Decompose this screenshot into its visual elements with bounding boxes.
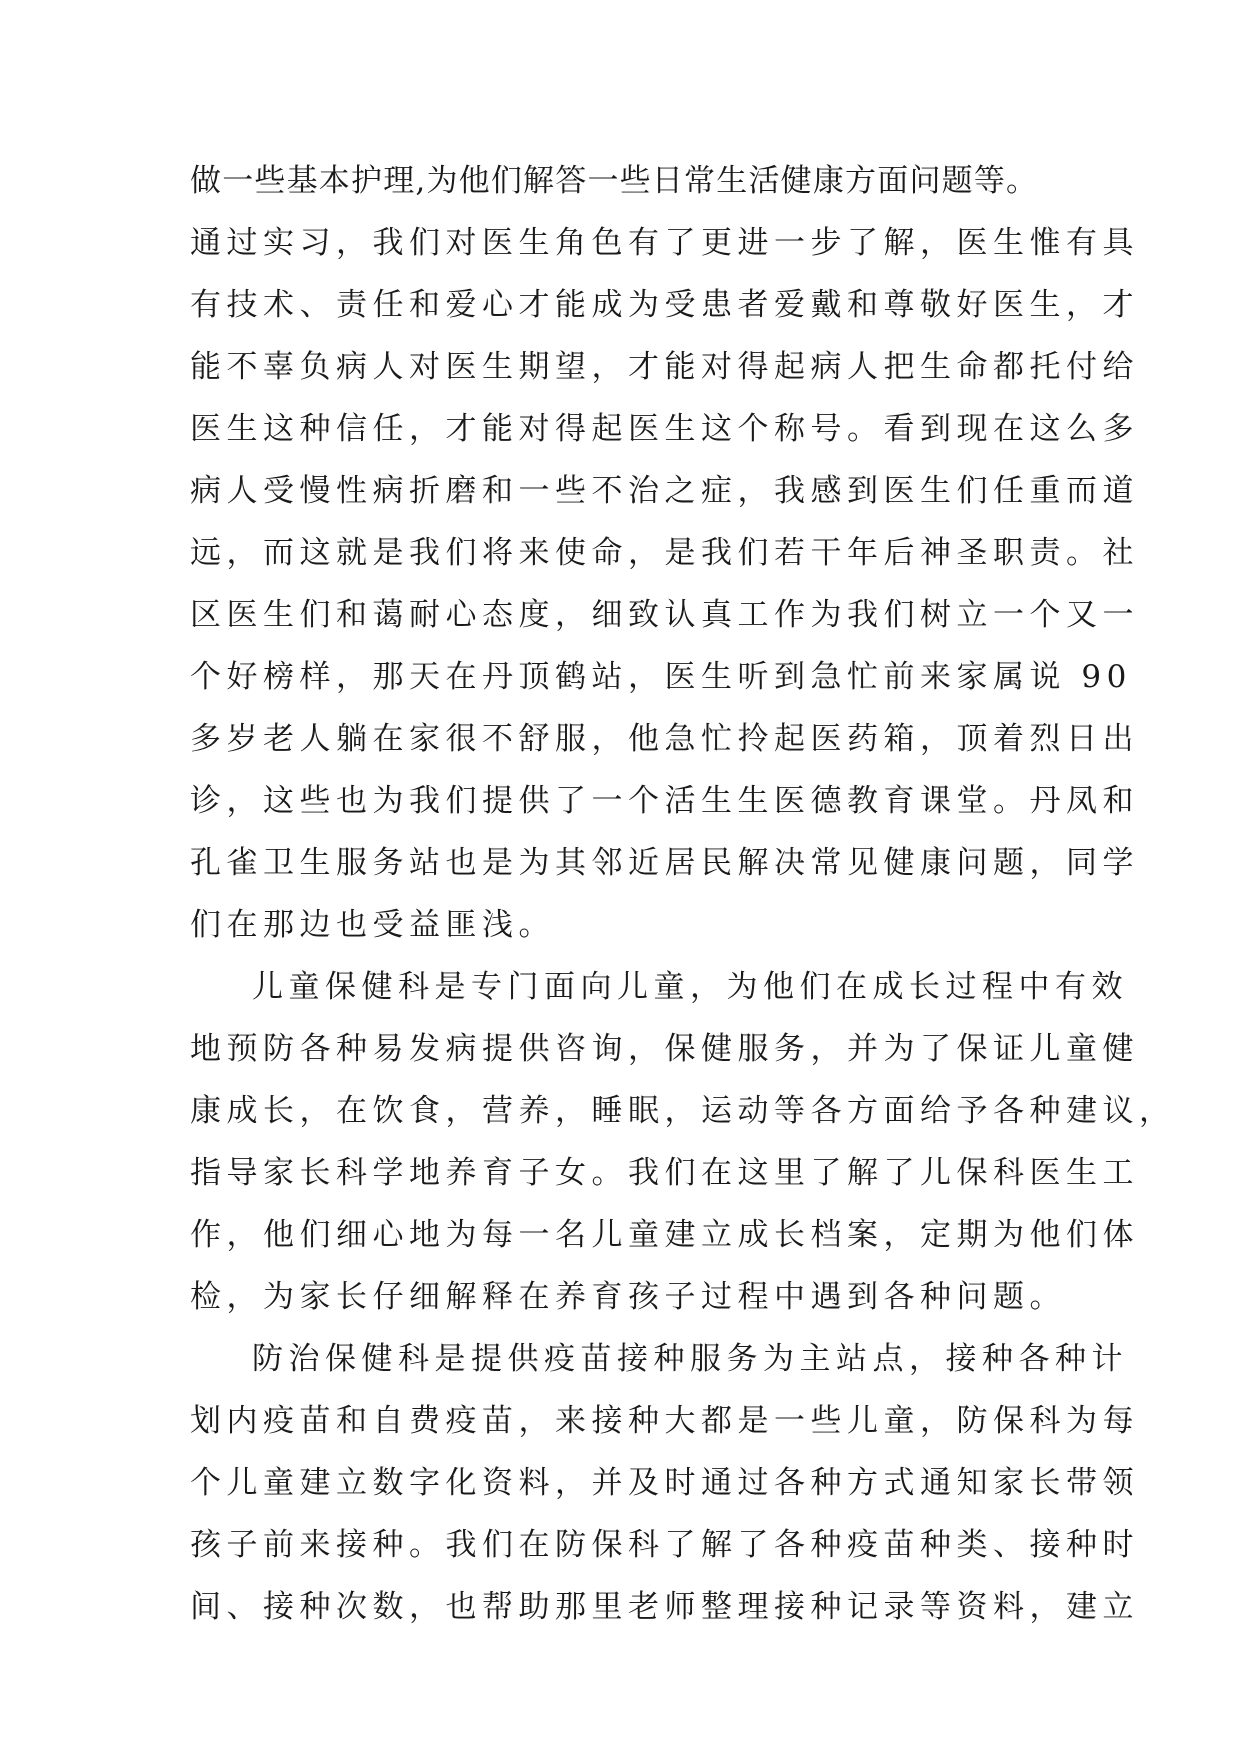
- text-line: 间、接种次数，也帮助那里老师整理接种记录等资料，建立: [190, 1589, 1139, 1625]
- text-line: 能不辜负病人对医生期望，才能对得起病人把生命都托付给: [190, 349, 1139, 385]
- text-line: 做一些基本护理,为他们解答一些日常生活健康方面问题等。: [190, 163, 1039, 199]
- text-line: 孔雀卫生服务站也是为其邻近居民解决常见健康问题，同学: [190, 845, 1139, 881]
- text-line: 多岁老人躺在家很不舒服，他急忙拎起医药箱，顶着烈日出: [190, 721, 1139, 757]
- body-text: [190, 150, 1176, 1638]
- text-line: 地预防各种易发病提供咨询，保健服务，并为了保证儿童健: [190, 1031, 1139, 1067]
- text-line: 个好榜样，那天在丹顶鹤站，医生听到急忙前来家属说 90: [190, 659, 1132, 695]
- paragraph-start-line: 儿童保健科是专门面向儿童，为他们在成长过程中有效: [252, 969, 1128, 1005]
- text-line: 远，而这就是我们将来使命，是我们若干年后神圣职责。社: [190, 535, 1139, 571]
- text-line: 指导家长科学地养育子女。我们在这里了解了儿保科医生工: [190, 1155, 1139, 1191]
- text-line: 康成长，在饮食，营养，睡眠，运动等各方面给予各种建议，: [190, 1093, 1176, 1129]
- text-line: 医生这种信任，才能对得起医生这个称号。看到现在这么多: [190, 411, 1139, 447]
- text-line: 区医生们和蔼耐心态度，细致认真工作为我们树立一个又一: [190, 597, 1139, 633]
- text-line: 们在那边也受益匪浅。: [190, 907, 555, 943]
- text-line: 通过实习，我们对医生角色有了更进一步了解，医生惟有具: [190, 225, 1139, 261]
- text-line: 病人受慢性病折磨和一些不治之症，我感到医生们任重而道: [190, 473, 1139, 509]
- text-line: 划内疫苗和自费疫苗，来接种大都是一些儿童，防保科为每: [190, 1403, 1139, 1439]
- text-line: 检，为家长仔细解释在养育孩子过程中遇到各种问题。: [190, 1279, 1066, 1315]
- text-line: 有技术、责任和爱心才能成为受患者爱戴和尊敬好医生，才: [190, 287, 1139, 323]
- text-line: 孩子前来接种。我们在防保科了解了各种疫苗种类、接种时: [190, 1527, 1139, 1563]
- text-line: 个儿童建立数字化资料，并及时通过各种方式通知家长带领: [190, 1465, 1139, 1501]
- text-line: 诊，这些也为我们提供了一个活生生医德教育课堂。丹凤和: [190, 783, 1139, 819]
- text-line: 作，他们细心地为每一名儿童建立成长档案，定期为他们体: [190, 1217, 1139, 1253]
- paragraph-start-line: 防治保健科是提供疫苗接种服务为主站点，接种各种计: [252, 1341, 1128, 1377]
